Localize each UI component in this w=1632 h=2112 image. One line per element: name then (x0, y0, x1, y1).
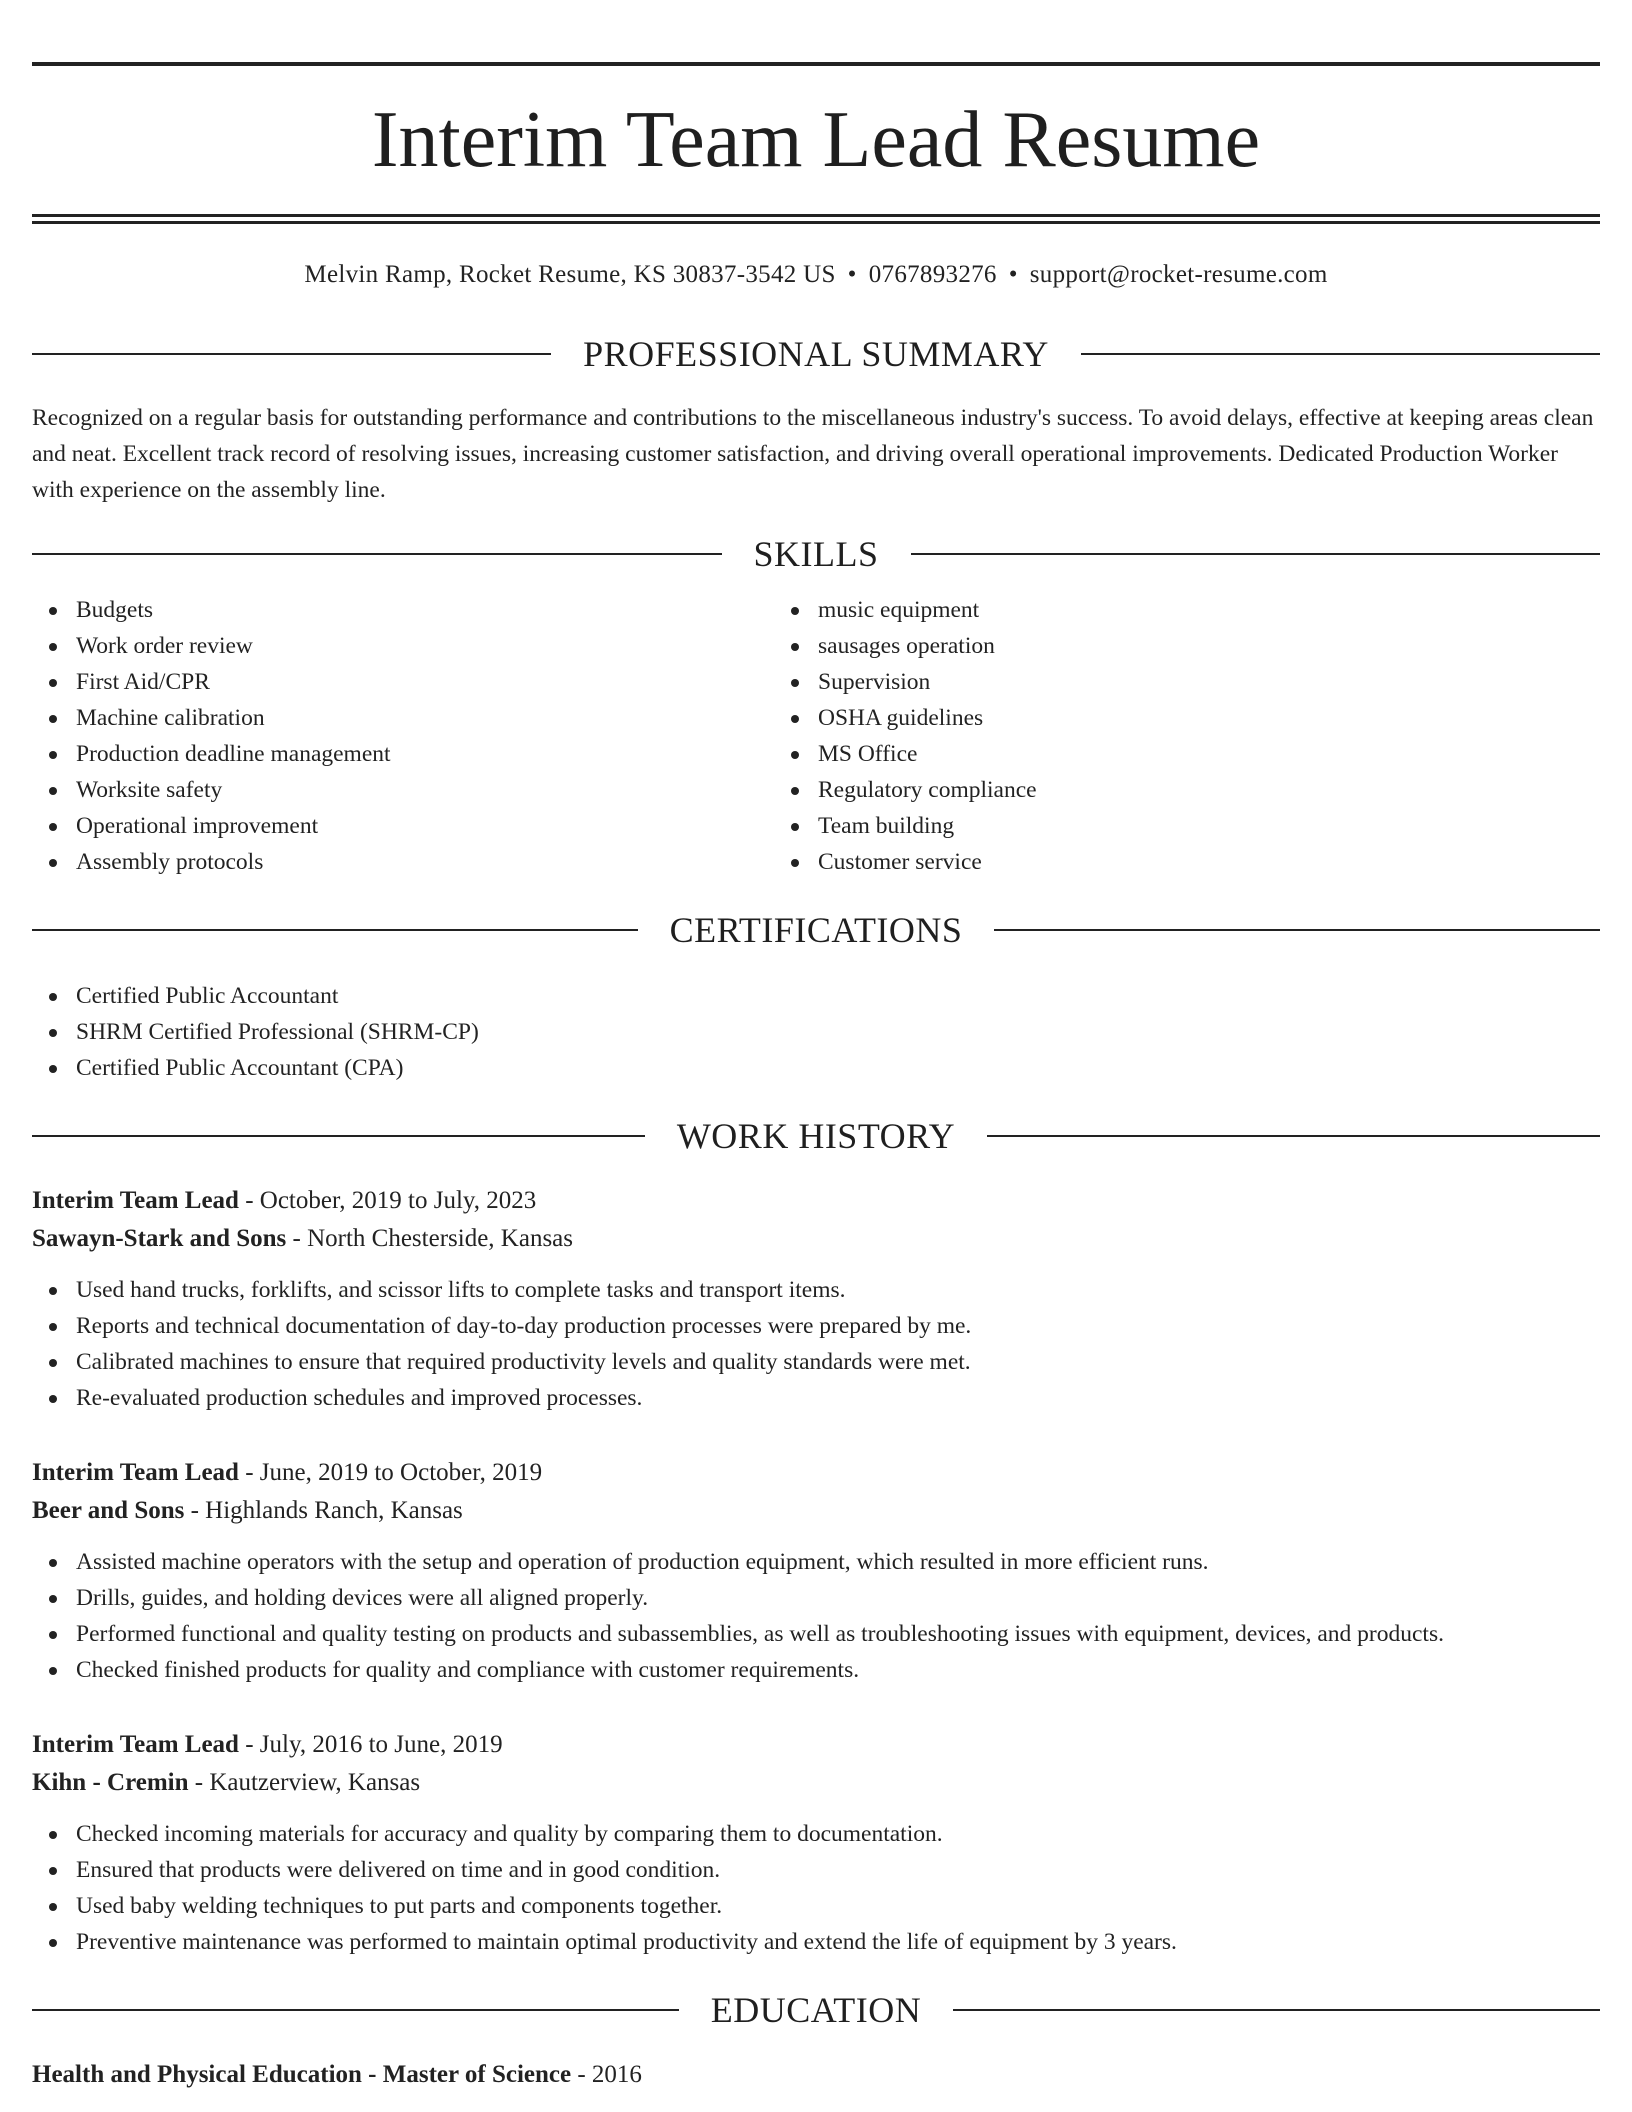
skill-item: Worksite safety (32, 772, 774, 808)
heading-rule-left (32, 553, 722, 555)
job-location: - North Chesterside, Kansas (286, 1225, 574, 1252)
skill-item: First Aid/CPR (32, 664, 774, 700)
title-double-rule (32, 214, 1600, 224)
skill-item: Budgets (32, 592, 774, 628)
skill-item: Work order review (32, 628, 774, 664)
heading-rule-left (32, 353, 551, 355)
job-location: - Highlands Ranch, Kansas (184, 1497, 463, 1524)
skills-list-left (32, 592, 774, 880)
job-company: Sawayn-Stark and Sons (32, 1225, 287, 1252)
resume-page (32, 0, 1600, 2094)
certification-item: Certified Public Accountant (CPA) (32, 1050, 1600, 1086)
skills-list-right (774, 592, 1516, 880)
certification-item: SHRM Certified Professional (SHRM-CP) (32, 1014, 1600, 1050)
skills-columns (32, 592, 1600, 880)
job-bullets (32, 1272, 1600, 1416)
summary-text: Recognized on a regular basis for outstanding performance and contributions to the miscellaneous industry's success. To avoid delays, effective at keeping areas clean and neat. Excellent track record of resolving issues, increasing customer satisfaction, and driving overall operational improvements. Dedicated Production Worker with experience on the assembly line. (32, 405, 1594, 503)
heading-rule-right (994, 929, 1600, 931)
job-bullet: Reports and technical documentation of day-to-day production processes were prepared by me. (32, 1308, 1600, 1344)
education-degree: Health and Physical Education - Master of Science (32, 2061, 572, 2088)
contact-line (32, 260, 1600, 290)
section-title: CERTIFICATIONS (669, 910, 963, 950)
section-heading-certifications (32, 910, 1600, 950)
skill-item: Regulatory compliance (774, 772, 1516, 808)
skill-item: sausages operation (774, 628, 1516, 664)
job-company-line (32, 1220, 1600, 1258)
heading-rule-right (987, 1135, 1600, 1137)
job-title-line (32, 1454, 1600, 1492)
skill-item: Machine calibration (32, 700, 774, 736)
heading-rule-left (32, 1135, 645, 1137)
job-title: Interim Team Lead (32, 1187, 239, 1214)
heading-rule-right (1081, 353, 1600, 355)
job-bullet: Used hand trucks, forklifts, and scissor lifts to complete tasks and transport items. (32, 1272, 1600, 1308)
heading-rule-left (32, 2009, 679, 2011)
job-dates: - July, 2016 to June, 2019 (238, 1731, 503, 1758)
job-bullet: Preventive maintenance was performed to maintain optimal productivity and extend the life of equipment by 3 years. (32, 1924, 1600, 1960)
job-bullet: Ensured that products were delivered on time and in good condition. (32, 1852, 1600, 1888)
contact-phone: 0767893276 (868, 261, 997, 288)
job-bullet: Used baby welding techniques to put parts and components together. (32, 1888, 1600, 1924)
job-bullet: Checked incoming materials for accuracy and quality by comparing them to documentation. (32, 1816, 1600, 1852)
top-rule (32, 62, 1600, 66)
skill-item: OSHA guidelines (774, 700, 1516, 736)
skill-item: Production deadline management (32, 736, 774, 772)
section-title: SKILLS (753, 534, 879, 574)
job-bullet: Checked finished products for quality and compliance with customer requirements. (32, 1652, 1600, 1688)
certification-item: Certified Public Accountant (32, 978, 1600, 1014)
section-heading-education (32, 1990, 1600, 2030)
job-company: Beer and Sons (32, 1497, 185, 1524)
job-company-line (32, 1492, 1600, 1530)
job-entry (32, 1182, 1600, 1416)
section-title: PROFESSIONAL SUMMARY (583, 334, 1049, 374)
education-entry (32, 2056, 1600, 2094)
job-company-line (32, 1764, 1600, 1802)
skill-item: music equipment (774, 592, 1516, 628)
skill-item: Customer service (774, 844, 1516, 880)
resume-title: Interim Team Lead Resume (371, 96, 1261, 184)
job-dates: - June, 2019 to October, 2019 (238, 1459, 543, 1486)
education-year: - 2016 (571, 2061, 642, 2088)
skill-item: Assembly protocols (32, 844, 774, 880)
contact-email[interactable]: support@rocket-resume.com (1029, 261, 1328, 288)
section-heading-work-history (32, 1116, 1600, 1156)
skill-item: Supervision (774, 664, 1516, 700)
heading-rule-left (32, 929, 638, 931)
job-bullet: Re-evaluated production schedules and improved processes. (32, 1380, 1600, 1416)
heading-rule-right (953, 2009, 1600, 2011)
contact-address: Melvin Ramp, Rocket Resume, KS 30837-3542 US (304, 261, 836, 288)
job-title-line (32, 1182, 1600, 1220)
contact-separator: • (1008, 261, 1018, 288)
job-entry (32, 1726, 1600, 1960)
skill-item: Operational improvement (32, 808, 774, 844)
job-bullet: Drills, guides, and holding devices were all aligned properly. (32, 1580, 1600, 1616)
job-bullet: Assisted machine operators with the setup and operation of production equipment, which resulted in more efficient runs. (32, 1544, 1600, 1580)
skill-item: Team building (774, 808, 1516, 844)
section-title: EDUCATION (710, 1990, 922, 2030)
section-heading-summary (32, 334, 1600, 374)
heading-rule-right (911, 553, 1601, 555)
job-location: - Kautzerview, Kansas (188, 1769, 421, 1796)
job-dates: - October, 2019 to July, 2023 (238, 1187, 537, 1214)
job-title-line (32, 1726, 1600, 1764)
job-company: Kihn - Cremin (32, 1769, 189, 1796)
job-bullets (32, 1816, 1600, 1960)
contact-separator: • (847, 261, 857, 288)
certifications-list (32, 978, 1600, 1086)
job-entry (32, 1454, 1600, 1688)
job-bullet: Calibrated machines to ensure that required productivity levels and quality standards were met. (32, 1344, 1600, 1380)
job-bullet: Performed functional and quality testing on products and subassemblies, as well as troubleshooting issues with equipment, devices, and products. (32, 1616, 1600, 1652)
skill-item: MS Office (774, 736, 1516, 772)
job-title: Interim Team Lead (32, 1459, 239, 1486)
job-bullets (32, 1544, 1600, 1688)
job-title: Interim Team Lead (32, 1731, 239, 1758)
section-title: WORK HISTORY (676, 1116, 956, 1156)
section-heading-skills (32, 534, 1600, 574)
